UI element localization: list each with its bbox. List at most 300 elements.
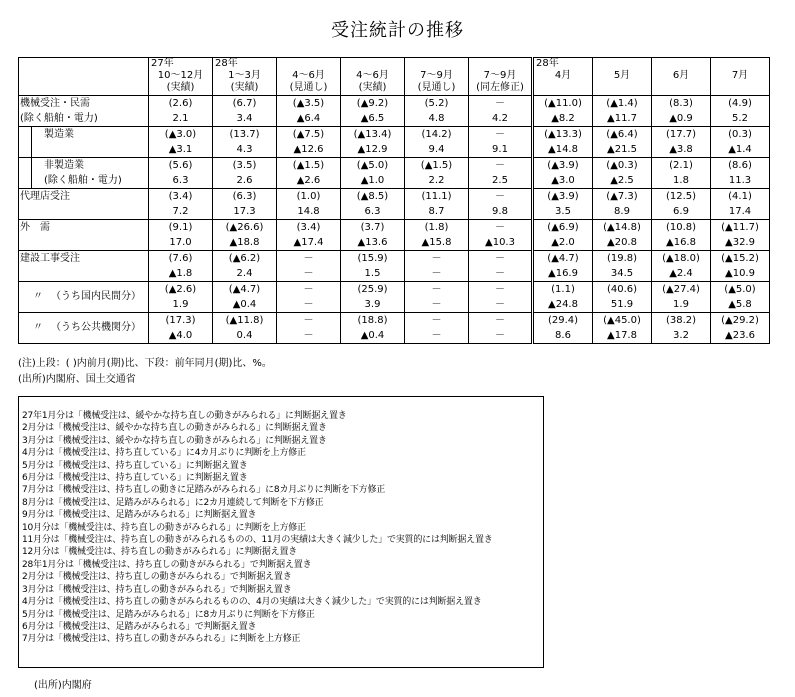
yoy-value: 7.2 <box>172 206 189 217</box>
value-cell <box>711 220 770 251</box>
yoy-value: ▲0.9 <box>669 113 693 124</box>
value-cell <box>711 127 770 158</box>
yoy-value: 3.5 <box>555 206 571 217</box>
value-cell <box>341 158 405 189</box>
value-cell <box>341 220 405 251</box>
yoy-value: 3.9 <box>364 299 381 310</box>
mom-value: (8.6) <box>728 160 752 171</box>
yoy-value: 9.1 <box>492 144 508 155</box>
value-cell <box>469 282 533 313</box>
yoy-value: ▲5.8 <box>728 299 752 310</box>
yoy-value: － <box>431 330 442 341</box>
yoy-value: － <box>303 330 314 341</box>
mom-value: (5.2) <box>424 98 449 109</box>
header-cell: 27年 10～12月 (実績) <box>149 58 213 96</box>
value-cell <box>213 189 277 220</box>
yoy-value: 17.0 <box>169 237 192 248</box>
mom-value: (▲6.4) <box>606 129 638 140</box>
mom-value: (▲6.9) <box>547 222 579 233</box>
mom-value: (10.8) <box>665 222 697 233</box>
mom-value: － <box>431 315 442 326</box>
value-cell <box>149 189 213 220</box>
mom-value: (11.1) <box>421 191 452 202</box>
value-cell <box>341 251 405 282</box>
row-label: 製造業 <box>44 129 74 140</box>
value-cell <box>593 220 652 251</box>
yoy-value: ▲6.4 <box>296 113 321 124</box>
yoy-value: 34.5 <box>610 268 634 279</box>
yoy-value: ▲0.4 <box>232 299 257 310</box>
yoy-value: ▲21.5 <box>607 144 637 155</box>
mom-value: (▲9.2) <box>356 98 389 109</box>
mom-value: (▲11.8) <box>225 315 264 326</box>
value-cell <box>341 282 405 313</box>
yoy-value: 8.7 <box>428 206 445 217</box>
mom-value: (40.6) <box>606 284 638 295</box>
assessment-line: 28年1月分は「機械受注は、持ち直しの動きがみられる」で判断据え置き <box>22 559 312 570</box>
mom-value: (▲7.5) <box>292 129 325 140</box>
yoy-value: 3.2 <box>673 330 689 341</box>
yoy-value: 14.8 <box>297 206 320 217</box>
mom-value: (7.6) <box>168 253 193 264</box>
mom-value: － <box>303 253 314 264</box>
table-row <box>19 189 770 220</box>
mom-value: (3.4) <box>168 191 193 202</box>
yoy-value: ▲6.5 <box>360 113 385 124</box>
value-cell <box>652 282 711 313</box>
value-cell <box>469 313 533 344</box>
table-row <box>19 127 770 158</box>
table-row <box>19 282 770 313</box>
mom-value: (15.9) <box>357 253 388 264</box>
row-label: 建設工事受注 <box>20 253 80 264</box>
mom-value: (0.3) <box>728 129 752 140</box>
yoy-value: 4.3 <box>236 144 253 155</box>
mom-value: － <box>495 284 505 295</box>
value-cell <box>533 189 593 220</box>
value-cell <box>593 282 652 313</box>
table-row <box>19 251 770 282</box>
row-label: 外 需 <box>20 222 50 233</box>
value-cell <box>277 96 341 127</box>
table-note: (注)上段：( )内前月(期)比、下段：前年同月(期)比、%。 <box>18 358 272 369</box>
value-cell <box>149 313 213 344</box>
yoy-value: 17.4 <box>728 206 752 217</box>
value-cell <box>213 251 277 282</box>
yoy-value: － <box>495 299 505 310</box>
yoy-value: 4.2 <box>492 113 508 124</box>
yoy-value: － <box>495 330 505 341</box>
mom-value: (19.8) <box>606 253 638 264</box>
mom-value: (6.3) <box>232 191 257 202</box>
mom-value: (1.8) <box>424 222 449 233</box>
mom-value: － <box>431 253 442 264</box>
page-title: 受注統計の推移 <box>331 20 464 41</box>
yoy-value: ▲32.9 <box>725 237 755 248</box>
value-cell <box>533 96 593 127</box>
mom-value: (3.7) <box>360 222 385 233</box>
mom-value: (▲11.0) <box>544 98 582 109</box>
row-label: 非製造業 <box>44 160 84 171</box>
yoy-value: 3.4 <box>236 113 253 124</box>
yoy-value: ▲3.8 <box>669 144 693 155</box>
assessment-line: 9月分は「機械受注は、足踏みがみられる」に判断据え置き <box>22 510 257 521</box>
mom-value: (▲3.9) <box>547 191 579 202</box>
mom-value: (▲5.0) <box>356 160 389 171</box>
assessment-line: 27年1月分は「機械受注は、緩やかな持ち直しの動きがみられる」に判断据え置き <box>22 411 347 421</box>
table-row <box>19 313 770 344</box>
value-cell <box>652 127 711 158</box>
value-cell <box>652 251 711 282</box>
yoy-value: ▲23.6 <box>725 330 755 341</box>
value-cell <box>711 251 770 282</box>
mom-value: (▲26.6) <box>225 222 264 233</box>
table-source: (出所)内閣府、国土交通省 <box>18 374 136 385</box>
value-cell <box>277 251 341 282</box>
mom-value: － <box>431 284 442 295</box>
row-sublabel <box>19 235 148 250</box>
yoy-value: 51.9 <box>610 299 634 310</box>
header-cell: 6月 <box>652 58 711 96</box>
value-cell <box>277 220 341 251</box>
row-label-cell <box>19 220 149 251</box>
row-label: 機械受注・民需 <box>20 98 90 109</box>
header-cell: 4～6月 (実績) <box>341 58 405 96</box>
yoy-value: ▲2.0 <box>551 237 575 248</box>
value-cell <box>149 251 213 282</box>
value-cell <box>277 158 341 189</box>
mom-value: (▲11.7) <box>721 222 759 233</box>
yoy-value: － <box>431 299 442 310</box>
assessment-line: 12月分は「機械受注は、持ち直しの動きがみられる」に判断据え置き <box>22 547 298 558</box>
row-sublabel: (除く船舶・電力) <box>20 113 98 124</box>
yoy-value: 2.1 <box>172 113 189 124</box>
yoy-value: ▲8.2 <box>551 113 575 124</box>
mom-value: － <box>303 315 314 326</box>
value-cell <box>405 251 469 282</box>
value-cell <box>405 313 469 344</box>
yoy-value: ▲1.0 <box>360 175 385 186</box>
yoy-value: ▲1.8 <box>168 268 193 279</box>
yoy-value: ▲17.4 <box>293 237 324 248</box>
yoy-value: ▲2.4 <box>669 268 693 279</box>
yoy-value: 1.5 <box>364 268 381 279</box>
yoy-value: 6.3 <box>172 175 189 186</box>
assessment-line: 11月分は「機械受注は、持ち直しの動きがみられるものの、11月の実績は大きく減少した」で実質的には判断据え置き <box>22 535 493 546</box>
mom-value: (29.4) <box>547 315 579 326</box>
value-cell <box>469 158 533 189</box>
value-cell <box>277 282 341 313</box>
row-label-cell <box>19 282 149 313</box>
value-cell <box>469 127 533 158</box>
mom-value: (13.7) <box>229 129 260 140</box>
assessment-line: 10月分は「機械受注は、持ち直しの動きがみられる」に判断を上方修正 <box>22 522 306 533</box>
value-cell <box>533 251 593 282</box>
value-cell <box>652 313 711 344</box>
yoy-value: ▲11.7 <box>607 113 637 124</box>
row-sublabel <box>32 142 148 157</box>
yoy-value: ▲2.6 <box>296 175 321 186</box>
row-label-cell <box>19 127 149 158</box>
mom-value: (▲27.4) <box>662 284 700 295</box>
yoy-value: ▲13.6 <box>357 237 388 248</box>
mom-value: (1.0) <box>296 191 321 202</box>
yoy-value: ▲2.5 <box>610 175 634 186</box>
assessment-line: 4月分は「機械受注は、持ち直しの動きがみられるものの、4月の実績は大きく減少した」で実質的には判断据え置き <box>22 597 482 608</box>
mom-value: － <box>495 98 505 109</box>
value-cell <box>149 96 213 127</box>
assessment-line: 3月分は「機械受注は、緩やかな持ち直しの動きがみられる」に判断据え置き <box>22 435 327 446</box>
yoy-value: 1.8 <box>673 175 689 186</box>
value-cell <box>277 189 341 220</box>
yoy-value: ▲12.9 <box>357 144 388 155</box>
yoy-value: ▲0.4 <box>360 330 385 341</box>
mom-value: (▲4.7) <box>547 253 579 264</box>
value-cell <box>469 96 533 127</box>
yoy-value: ▲3.0 <box>551 175 575 186</box>
assessment-line: 4月分は「機械受注は、持ち直している」に4カ月ぶりに判断を上方修正 <box>22 448 306 459</box>
yoy-value: 9.8 <box>492 206 508 217</box>
box-source: (出所)内閣府 <box>34 680 92 691</box>
mom-value: (6.7) <box>232 98 257 109</box>
value-cell <box>652 96 711 127</box>
mom-value: － <box>303 284 314 295</box>
value-cell <box>593 158 652 189</box>
mom-value: － <box>495 129 505 140</box>
value-cell <box>533 158 593 189</box>
orders-statistics-table <box>18 57 770 344</box>
value-cell <box>533 313 593 344</box>
mom-value: (▲45.0) <box>603 315 641 326</box>
mom-value: (17.7) <box>665 129 697 140</box>
assessment-history-box <box>18 396 544 668</box>
yoy-value: － <box>303 299 314 310</box>
value-cell <box>149 220 213 251</box>
yoy-value: 0.4 <box>236 330 253 341</box>
yoy-value: 17.3 <box>233 206 256 217</box>
value-cell <box>341 96 405 127</box>
header-cell: 4～6月 (見通し) <box>277 58 341 96</box>
value-cell <box>533 220 593 251</box>
value-cell <box>533 282 593 313</box>
yoy-value: ▲4.0 <box>168 330 193 341</box>
yoy-value: ▲24.8 <box>548 299 578 310</box>
yoy-value: 5.2 <box>732 113 748 124</box>
assessment-line: 5月分は「機械受注は、持ち直している」に判断据え置き <box>22 460 248 471</box>
mom-value: (4.1) <box>728 191 752 202</box>
mom-value: (▲29.2) <box>721 315 759 326</box>
mom-value: － <box>495 222 505 233</box>
table-row <box>19 220 770 251</box>
value-cell <box>213 96 277 127</box>
value-cell <box>593 96 652 127</box>
value-cell <box>711 282 770 313</box>
assessment-line: 6月分は「機械受注は、持ち直している」に判断据え置き <box>22 473 248 484</box>
assessment-line: 5月分は「機械受注は、足踏みがみられる」に8カ月ぶりに判断を下方修正 <box>22 609 315 620</box>
mom-value: (▲13.3) <box>544 129 582 140</box>
assessment-line: 8月分は「機械受注は、足踏みがみられる」に2カ月連続して判断を下方修正 <box>22 497 324 508</box>
row-label-cell <box>19 158 149 189</box>
yoy-value: 6.3 <box>364 206 381 217</box>
yoy-value: ▲16.9 <box>548 268 578 279</box>
value-cell <box>711 313 770 344</box>
mom-value: (▲3.9) <box>547 160 579 171</box>
value-cell <box>277 127 341 158</box>
yoy-value: ▲10.3 <box>485 237 515 248</box>
value-cell <box>149 158 213 189</box>
mom-value: (14.2) <box>421 129 452 140</box>
row-sublabel <box>19 266 148 281</box>
mom-value: (1.1) <box>551 284 575 295</box>
value-cell <box>652 158 711 189</box>
yoy-value: 1.9 <box>673 299 689 310</box>
mom-value: (8.3) <box>669 98 693 109</box>
yoy-value: ▲3.1 <box>168 144 193 155</box>
value-cell <box>149 282 213 313</box>
mom-value: (▲13.4) <box>353 129 392 140</box>
mom-value: (▲5.0) <box>724 284 756 295</box>
yoy-value: ▲16.8 <box>666 237 696 248</box>
header-cell: 7～9月 (同左修正) <box>469 58 533 96</box>
mom-value: (▲1.4) <box>606 98 638 109</box>
value-cell <box>533 127 593 158</box>
yoy-value: 2.4 <box>236 268 253 279</box>
ditto-mark: 〃 <box>33 291 43 302</box>
mom-value: (3.5) <box>232 160 257 171</box>
yoy-value: ▲15.8 <box>421 237 452 248</box>
mom-value: (▲6.2) <box>228 253 261 264</box>
yoy-value: － <box>495 268 505 279</box>
table-row <box>19 158 770 189</box>
header-cell: 7月 <box>711 58 770 96</box>
mom-value: － <box>495 160 505 171</box>
assessment-line: 7月分は「機械受注は、持ち直しの動きがみられる」に判断を上方修正 <box>22 634 301 645</box>
row-sublabel: (除く船舶・電力) <box>44 175 122 186</box>
mom-value: (▲1.5) <box>420 160 453 171</box>
assessment-line: 2月分は「機械受注は、持ち直しの動きがみられる」で判断据え置き <box>22 572 292 583</box>
assessment-line: 7月分は「機械受注は、持ち直しの動きに足踏みがみられる」に8カ月ぶりに判断を下方修正 <box>22 485 386 496</box>
value-cell <box>213 158 277 189</box>
row-label-cell <box>19 313 149 344</box>
yoy-value: ▲18.8 <box>229 237 260 248</box>
row-label-cell <box>19 96 149 127</box>
mom-value: － <box>495 191 505 202</box>
yoy-value: 2.5 <box>492 175 508 186</box>
assessment-line: 2月分は「機械受注は、緩やかな持ち直しの動きがみられる」に判断据え置き <box>22 423 327 434</box>
mom-value: (▲0.3) <box>606 160 638 171</box>
ditto-mark: 〃 <box>33 322 43 333</box>
value-cell <box>405 282 469 313</box>
yoy-value: 2.2 <box>428 175 445 186</box>
yoy-value: 9.4 <box>428 144 445 155</box>
header-cell: 5月 <box>593 58 652 96</box>
mom-value: (▲15.2) <box>721 253 759 264</box>
mom-value: (25.9) <box>357 284 388 295</box>
header-cell: 28年 1～3月 (実績) <box>213 58 277 96</box>
mom-value: (17.3) <box>165 315 196 326</box>
mom-value: (▲2.6) <box>164 284 197 295</box>
value-cell <box>469 189 533 220</box>
yoy-value: 2.6 <box>236 175 253 186</box>
yoy-value: 6.9 <box>673 206 689 217</box>
mom-value: (▲7.3) <box>606 191 638 202</box>
row-label: 代理店受注 <box>20 191 70 202</box>
header-cell: 28年 4月 <box>533 58 593 96</box>
mom-value: (▲14.8) <box>603 222 641 233</box>
yoy-value: － <box>303 268 314 279</box>
mom-value: (5.6) <box>168 160 193 171</box>
mom-value: (12.5) <box>665 191 697 202</box>
row-label: （うち国内民間分） <box>51 291 141 302</box>
mom-value: (▲4.7) <box>228 284 261 295</box>
yoy-value: ▲20.8 <box>607 237 637 248</box>
mom-value: (3.4) <box>296 222 321 233</box>
value-cell <box>405 127 469 158</box>
assessment-line: 3月分は「機械受注は、持ち直しの動きがみられる」で判断据え置き <box>22 584 292 595</box>
value-cell <box>405 220 469 251</box>
row-label-cell <box>19 251 149 282</box>
yoy-value: ▲14.8 <box>548 144 578 155</box>
value-cell <box>405 158 469 189</box>
value-cell <box>277 313 341 344</box>
value-cell <box>593 189 652 220</box>
yoy-value: ▲12.6 <box>293 144 324 155</box>
mom-value: (9.1) <box>168 222 193 233</box>
mom-value: (38.2) <box>665 315 697 326</box>
value-cell <box>711 158 770 189</box>
value-cell <box>469 251 533 282</box>
yoy-value: 8.9 <box>614 206 630 217</box>
yoy-value: ▲1.4 <box>728 144 752 155</box>
table-row <box>19 96 770 127</box>
value-cell <box>469 220 533 251</box>
mom-value: (2.6) <box>168 98 193 109</box>
header-row <box>19 58 770 96</box>
assessment-line: 6月分は「機械受注は、足踏みがみられる」で判断据え置き <box>22 621 257 632</box>
mom-value: － <box>495 253 505 264</box>
mom-value: (4.9) <box>728 98 752 109</box>
value-cell <box>652 189 711 220</box>
mom-value: (▲1.5) <box>292 160 325 171</box>
row-label-cell <box>19 189 149 220</box>
yoy-value: 11.3 <box>728 175 752 186</box>
value-cell <box>213 313 277 344</box>
value-cell <box>341 189 405 220</box>
value-cell <box>213 127 277 158</box>
value-cell <box>341 313 405 344</box>
yoy-value: ▲17.8 <box>607 330 637 341</box>
value-cell <box>213 220 277 251</box>
yoy-value: － <box>431 268 442 279</box>
value-cell <box>711 96 770 127</box>
row-label: （うち公共機関分） <box>51 322 141 333</box>
value-cell <box>711 189 770 220</box>
row-sublabel <box>19 204 148 219</box>
value-cell <box>593 251 652 282</box>
mom-value: (▲3.5) <box>292 98 325 109</box>
mom-value: (▲18.0) <box>662 253 700 264</box>
value-cell <box>213 282 277 313</box>
yoy-value: 8.6 <box>555 330 571 341</box>
yoy-value: 1.9 <box>172 299 189 310</box>
value-cell <box>341 127 405 158</box>
value-cell <box>593 313 652 344</box>
yoy-value: 4.8 <box>428 113 445 124</box>
yoy-value: ▲10.9 <box>725 268 755 279</box>
mom-value: (2.1) <box>669 160 693 171</box>
value-cell <box>405 96 469 127</box>
value-cell <box>652 220 711 251</box>
